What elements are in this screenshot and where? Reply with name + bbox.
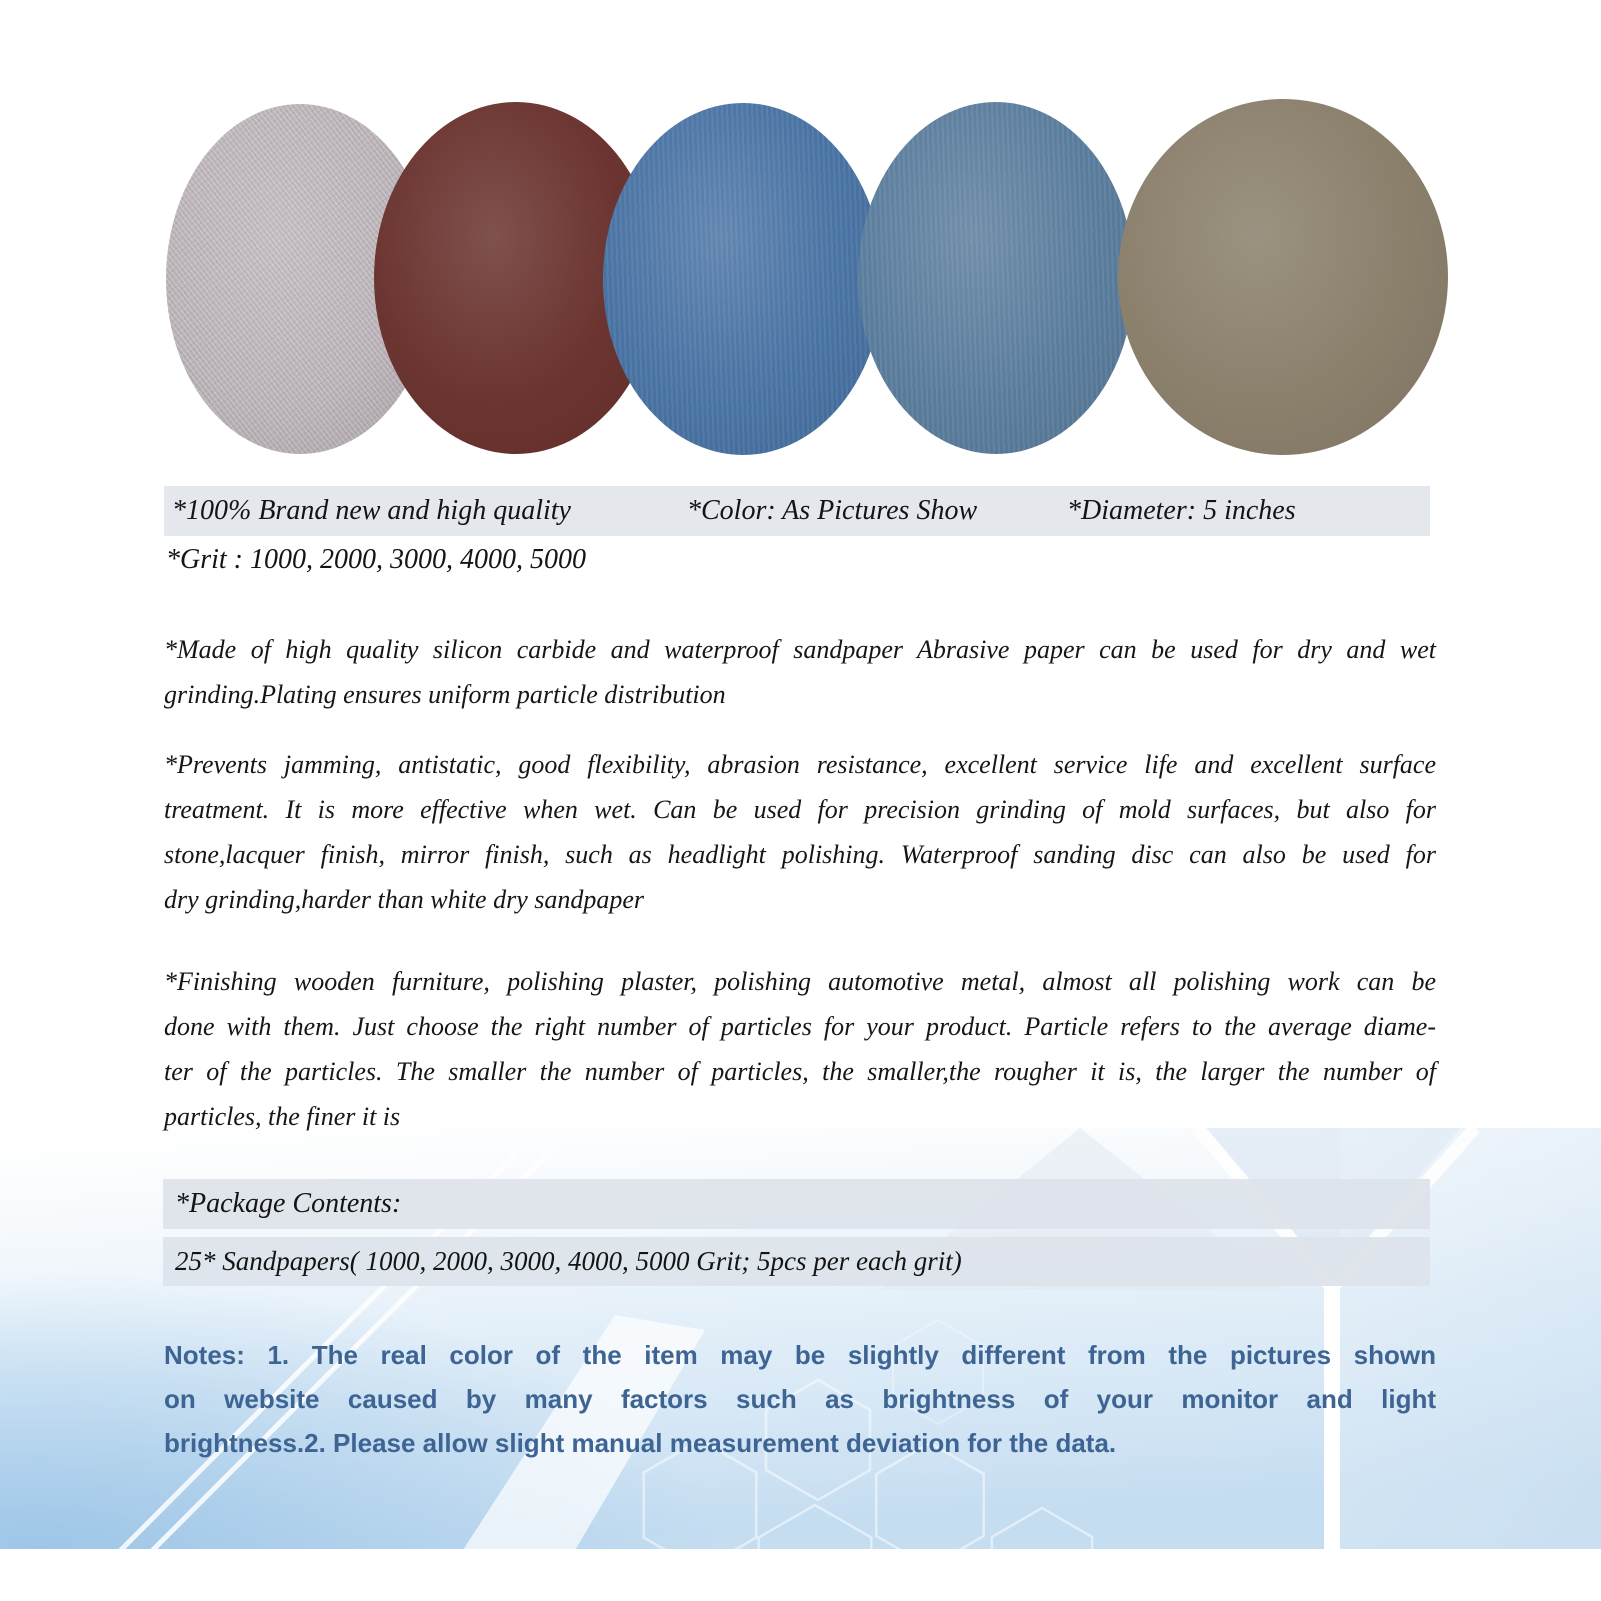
- paragraph-line: *Prevents jamming, antistatic, good flexibility, abrasion resistance, excellent service life and excellent surface: [164, 750, 1436, 779]
- spec-highlight-bar: [164, 486, 1430, 536]
- disc-shading: [858, 102, 1134, 454]
- disc-shading: [1118, 99, 1448, 455]
- spec-diameter: *Diameter: 5 inches: [1067, 495, 1296, 526]
- notes-paragraph: [164, 1333, 1436, 1465]
- notes-line: Notes: 1. The real color of the item may be slightly different from the pictures shown: [164, 1340, 1436, 1370]
- sandpaper-disc-3: [603, 103, 883, 455]
- paragraph-line: dry grinding,harder than white dry sandpaper: [164, 885, 645, 914]
- paragraph-line: *Finishing wooden furniture, polishing plaster, polishing automotive metal, almost all polishing work can be: [164, 967, 1436, 996]
- paragraph-line: done with them. Just choose the right number of particles for your product. Particle refers to the average diame-: [164, 1012, 1436, 1041]
- paragraph-features: [164, 742, 1436, 922]
- sandpaper-disc-4: [858, 102, 1134, 454]
- paragraph-line: stone,lacquer finish, mirror finish, such as headlight polishing. Waterproof sanding disc can also be used for: [164, 840, 1436, 869]
- paragraph-line: treatment. It is more effective when wet. Can be used for precision grinding of mold surfaces, but also for: [164, 795, 1436, 824]
- spec-color: *Color: As Pictures Show: [687, 495, 978, 526]
- paragraph-line: grinding.Plating ensures uniform particle distribution: [164, 680, 726, 709]
- paragraph-line: particles, the finer it is: [164, 1102, 401, 1131]
- grit-line: *Grit : 1000, 2000, 3000, 4000, 5000: [166, 544, 586, 575]
- sandpaper-disc-5: [1118, 99, 1448, 455]
- notes-line: on website caused by many factors such as brightness of your monitor and light: [164, 1384, 1436, 1414]
- package-contents-title-bar: *Package Contents:: [163, 1179, 1430, 1229]
- paragraph-line: *Made of high quality silicon carbide and waterproof sandpaper Abrasive paper can be used for dry and wet: [164, 635, 1436, 664]
- notes-line: brightness.2. Please allow slight manual measurement deviation for the data.: [164, 1428, 1117, 1458]
- paragraph-applications: [164, 959, 1436, 1139]
- spec-brand-new: *100% Brand new and high quality: [172, 495, 571, 526]
- paragraph-material: [164, 627, 1436, 717]
- disc-shading: [603, 103, 883, 455]
- package-contents-list-bar: 25* Sandpapers( 1000, 2000, 3000, 4000, 5000 Grit; 5pcs per each grit): [163, 1237, 1430, 1286]
- paragraph-line: ter of the particles. The smaller the number of particles, the smaller,the rougher it is, the larger the number of: [164, 1057, 1436, 1086]
